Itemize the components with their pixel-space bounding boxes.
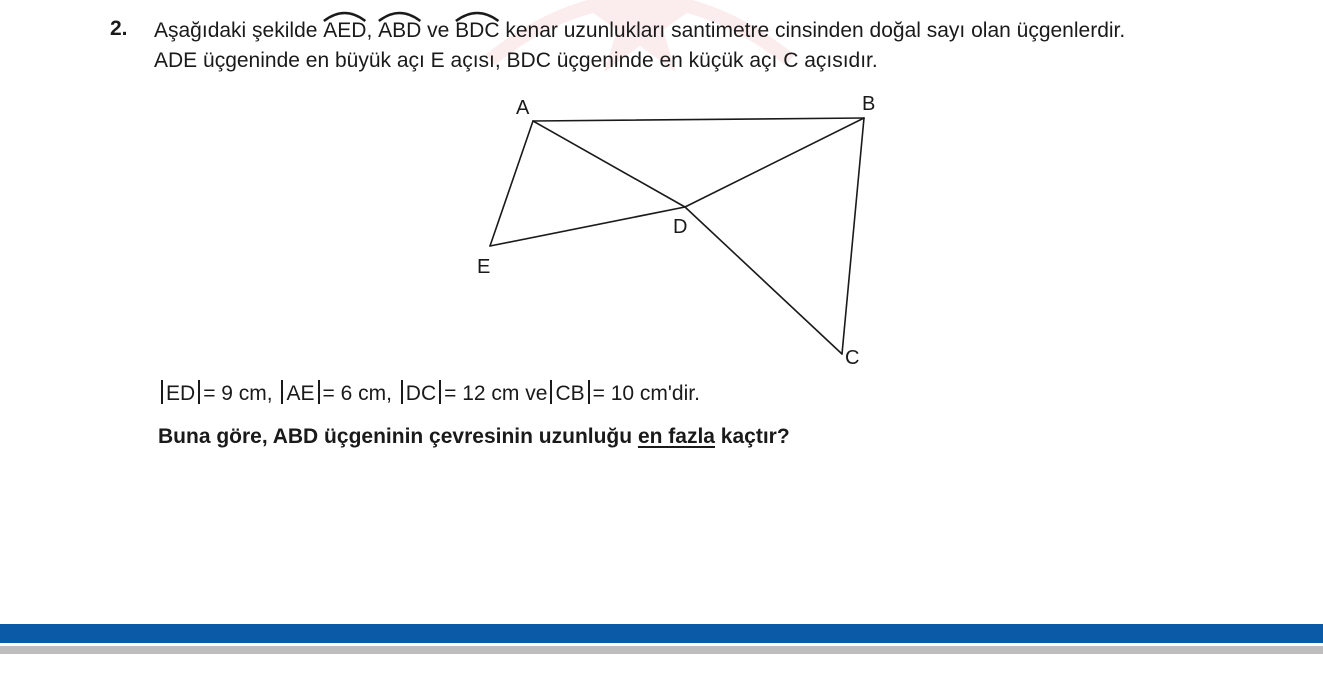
abs-bar bbox=[439, 380, 441, 404]
point-label-d: D bbox=[673, 216, 688, 238]
abs-bar bbox=[318, 380, 320, 404]
footer-band-blue bbox=[0, 624, 1323, 643]
angle-bdc-label: BDC bbox=[455, 19, 500, 42]
segment-ed bbox=[490, 207, 688, 246]
given-lengths bbox=[158, 380, 700, 406]
abs-bar bbox=[281, 380, 283, 404]
length-ae: = 6 cm, bbox=[322, 382, 392, 405]
abs-bar bbox=[588, 380, 590, 404]
question-line-1-pre: Aşağıdaki şekilde bbox=[154, 19, 324, 42]
segment-bd bbox=[685, 118, 864, 207]
prompt-emphasis: en fazla bbox=[637, 425, 715, 448]
question-prompt bbox=[158, 425, 790, 449]
segment-ae bbox=[490, 121, 533, 246]
length-ed: = 9 cm, bbox=[203, 382, 273, 405]
separator-1: , bbox=[366, 19, 379, 42]
segment-name-dc: DC bbox=[405, 382, 437, 405]
prompt-post: kaçtır? bbox=[714, 425, 790, 448]
question-line-1-post: kenar uzunlukları santimetre cinsinden doğal sayı olan üçgenlerdir. bbox=[499, 19, 1126, 42]
separator-2: ve bbox=[421, 19, 456, 42]
abs-bar bbox=[550, 380, 552, 404]
footer-band-gray bbox=[0, 646, 1323, 654]
question-line-2: ADE üçgeninde en büyük açı E açısı, BDC üçgeninde en küçük açı C açısıdır. bbox=[154, 49, 878, 72]
segment-name-cb: CB bbox=[555, 382, 585, 405]
segment-name-ae: AE bbox=[286, 382, 315, 405]
length-dc: = 12 cm ve bbox=[444, 382, 548, 405]
question-number: 2. bbox=[110, 17, 128, 40]
point-label-c: C bbox=[845, 347, 860, 369]
segment-ad bbox=[533, 121, 685, 207]
angle-aed-label: AED bbox=[323, 19, 367, 42]
prompt-pre: Buna göre, ABD üçgeninin çevresinin uzunluğu bbox=[158, 425, 638, 448]
length-cb: = 10 cm'dir. bbox=[592, 382, 700, 405]
abs-bar bbox=[401, 380, 403, 404]
point-label-b: B bbox=[862, 93, 876, 115]
segment-bc bbox=[842, 118, 864, 354]
point-label-a: A bbox=[516, 97, 530, 119]
abs-bar bbox=[161, 380, 163, 404]
point-label-e: E bbox=[477, 256, 491, 278]
abs-bar bbox=[198, 380, 200, 404]
segment-ab bbox=[533, 118, 864, 121]
angle-abd-label: ABD bbox=[378, 19, 422, 42]
segment-name-ed: ED bbox=[166, 382, 196, 405]
segment-dc bbox=[685, 207, 842, 354]
